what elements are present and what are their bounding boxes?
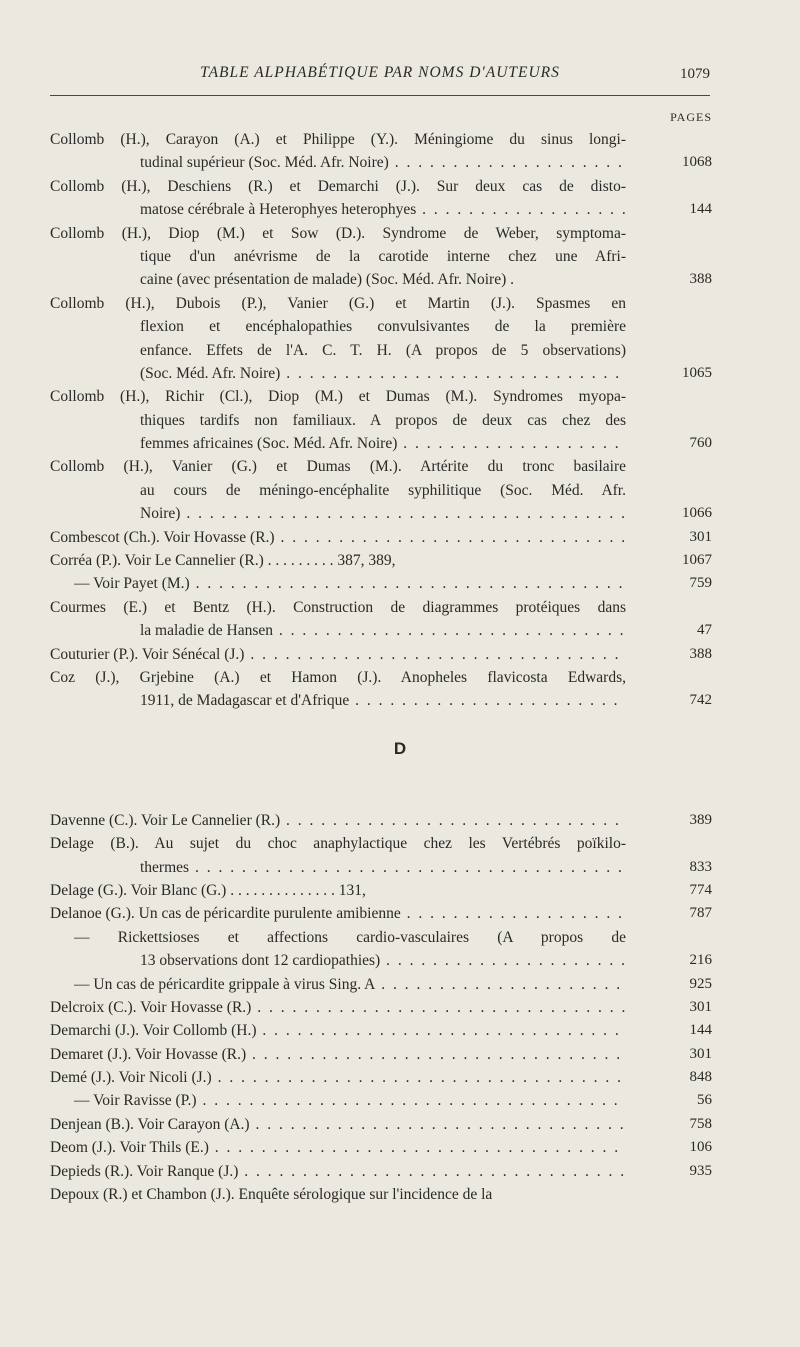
- entry-line: [0, 151, 800, 174]
- page-reference: 925: [689, 975, 712, 992]
- index-entry: [0, 1066, 800, 1089]
- page-reference: 848: [689, 1069, 712, 1086]
- page-reference: 106: [689, 1139, 712, 1156]
- entry-line: [0, 198, 800, 221]
- index-entry: [0, 572, 800, 595]
- entry-text: matose cérébrale à Heterophyes heterophyes . . .: [140, 198, 626, 221]
- entry-line: [0, 175, 800, 198]
- entry-text: thiques tardifs non familiaux. A propos de deux cas chez des: [140, 411, 626, 429]
- entry-text: enfance. Effets de l'A. C. T. H. (A propos de 5 observations): [140, 341, 626, 359]
- index-entry: [0, 128, 800, 175]
- entry-text: 1911, de Madagascar et d'Afrique . . .: [140, 689, 626, 712]
- index-entry: [0, 902, 800, 925]
- entry-line: [0, 409, 800, 432]
- entry-text: Deom (J.). Voir Thils (E.) . . .: [50, 1136, 626, 1159]
- entry-text: la maladie de Hansen . . .: [140, 619, 626, 642]
- index-entry: [0, 1113, 800, 1136]
- running-header: [50, 58, 710, 94]
- index-entries: [0, 128, 800, 1206]
- entry-text: Collomb (H.), Diop (M.) et Sow (D.). Syndrome de Weber, symptoma-: [50, 224, 626, 242]
- entry-text: caine (avec présentation de malade) (Soc. Méd. Afr. Noire) .: [140, 271, 514, 289]
- entry-text: — Rickettsioses et affections cardio-vasculaires (A propos de: [74, 928, 626, 946]
- header-rule: [50, 95, 710, 96]
- entry-text: Demarchi (J.). Voir Collomb (H.) . . .: [50, 1019, 626, 1042]
- index-entry: [0, 643, 800, 666]
- index-entry: [0, 1043, 800, 1066]
- entry-text: Collomb (H.), Carayon (A.) et Philippe (Y.). Méningiome du sinus longi-: [50, 131, 626, 148]
- index-entry: [0, 832, 800, 879]
- entries-section-d: [0, 809, 800, 1207]
- page-reference: 301: [689, 998, 712, 1015]
- entries-section-c: [0, 128, 800, 713]
- entry-line: [0, 1043, 800, 1066]
- page-reference: 787: [689, 905, 712, 922]
- entry-text: Depieds (R.). Voir Ranque (J.) . . .: [50, 1160, 626, 1183]
- entry-line: [0, 128, 800, 151]
- index-entry: [0, 222, 800, 292]
- index-entry: [0, 926, 800, 973]
- entry-line: [0, 689, 800, 712]
- entry-line: [0, 455, 800, 478]
- entry-text: — Voir Payet (M.) . . .: [74, 572, 626, 595]
- entry-line: [0, 1066, 800, 1089]
- entry-text: (Soc. Méd. Afr. Noire) . . .: [140, 362, 626, 385]
- page-reference: 1068: [682, 154, 712, 171]
- entry-text: Delage (B.). Au sujet du choc anaphylactique chez les Vertébrés poïkilo-: [50, 835, 626, 853]
- entry-line: [0, 666, 800, 689]
- entry-text: Delanoe (G.). Un cas de péricardite purulente amibienne . . .: [50, 902, 626, 925]
- entry-text: Couturier (P.). Voir Sénécal (J.) . . .: [50, 643, 626, 666]
- entry-text: thermes . . .: [140, 856, 626, 879]
- entry-line: [0, 879, 800, 902]
- entry-text: au cours de méningo-encéphalite syphilitique (Soc. Méd. Afr.: [140, 481, 626, 499]
- entry-text: Noire) . . .: [140, 502, 626, 525]
- entry-text: Demaret (J.). Voir Hovasse (R.) . . .: [50, 1043, 626, 1066]
- entry-line: [0, 1113, 800, 1136]
- entry-text: Demé (J.). Voir Nicoli (J.) . . .: [50, 1066, 626, 1089]
- index-entry: [0, 385, 800, 455]
- entry-line: [0, 315, 800, 338]
- page-reference: 216: [689, 952, 712, 969]
- page-reference: 760: [689, 435, 712, 452]
- section-letter-d: D: [393, 738, 407, 758]
- entry-line: [0, 902, 800, 925]
- entry-line: [0, 1089, 800, 1112]
- entry-line: [0, 926, 800, 949]
- page-reference: 144: [689, 1022, 712, 1039]
- index-entry: [0, 879, 800, 902]
- entry-text: Coz (J.), Grjebine (A.) et Hamon (J.). Anopheles flavicosta Edwards,: [50, 668, 626, 686]
- entry-text: — Un cas de péricardite grippale à virus Sing. A . . .: [74, 973, 626, 996]
- index-entry: [0, 596, 800, 643]
- entry-text: tudinal supérieur (Soc. Méd. Afr. Noire) . . .: [140, 151, 626, 174]
- index-entry: [0, 549, 800, 572]
- entry-line: [0, 619, 800, 642]
- page-reference: 388: [689, 271, 712, 288]
- entry-line: [0, 572, 800, 595]
- running-title: TABLE ALPHABÉTIQUE PAR NOMS D'AUTEURS: [200, 64, 560, 81]
- entry-text: Corréa (P.). Voir Le Cannelier (R.) . . . . . . . . . 387, 389,: [50, 552, 396, 570]
- index-entry: [0, 455, 800, 525]
- entry-line: [0, 385, 800, 408]
- entry-line: [0, 596, 800, 619]
- entry-line: [0, 549, 800, 572]
- index-entry: [0, 1019, 800, 1042]
- entry-line: [0, 1160, 800, 1183]
- entry-line: [0, 949, 800, 972]
- page-reference: 301: [689, 1045, 712, 1062]
- entry-line: [0, 245, 800, 268]
- entry-line: [0, 1136, 800, 1159]
- entry-line: [0, 809, 800, 832]
- entry-line: [0, 996, 800, 1019]
- index-entry: [0, 996, 800, 1019]
- index-entry: [0, 526, 800, 549]
- entry-line: [0, 1183, 800, 1206]
- index-entry: [0, 292, 800, 386]
- index-entry: [0, 1183, 800, 1206]
- entry-text: Davenne (C.). Voir Le Cannelier (R.) . . .: [50, 809, 626, 832]
- entry-line: [0, 479, 800, 502]
- index-entry: [0, 973, 800, 996]
- entry-text: femmes africaines (Soc. Méd. Afr. Noire) . . .: [140, 432, 626, 455]
- entry-text: Collomb (H.), Richir (Cl.), Diop (M.) et Dumas (M.). Syndromes myopa-: [50, 388, 626, 406]
- page-reference: 388: [689, 645, 712, 662]
- pages-column-label: PAGES: [670, 110, 712, 124]
- entry-line: [0, 832, 800, 855]
- page-reference: 1065: [682, 364, 712, 381]
- entry-line: [0, 222, 800, 245]
- index-entry: [0, 666, 800, 713]
- entry-line: [0, 268, 800, 291]
- entry-line: [0, 973, 800, 996]
- page-reference: 742: [689, 692, 712, 709]
- entry-text: Collomb (H.), Dubois (P.), Vanier (G.) et Martin (J.). Spasmes en: [50, 294, 626, 312]
- page-reference: 1067: [682, 552, 712, 569]
- page-reference: 1066: [682, 505, 712, 522]
- page-reference: 774: [689, 881, 712, 898]
- page-reference: 389: [689, 811, 712, 828]
- entry-text: flexion et encéphalopathies convulsivantes de la première: [140, 318, 626, 336]
- entry-text: Combescot (Ch.). Voir Hovasse (R.) . . .: [50, 526, 626, 549]
- entry-text: Denjean (B.). Voir Carayon (A.) . . .: [50, 1113, 626, 1136]
- entry-text: Delage (G.). Voir Blanc (G.) . . . . . . . . . . . . . . 131,: [50, 881, 366, 899]
- page-reference: 47: [697, 622, 712, 639]
- entry-text: Collomb (H.), Vanier (G.) et Dumas (M.). Artérite du tronc basilaire: [50, 458, 626, 476]
- entry-text: Collomb (H.), Deschiens (R.) et Demarchi (J.). Sur deux cas de disto-: [50, 177, 626, 195]
- index-entry: [0, 175, 800, 222]
- page-reference: 758: [689, 1115, 712, 1132]
- page-reference: 144: [689, 201, 712, 218]
- entry-text: 13 observations dont 12 cardiopathies) . . .: [140, 949, 626, 972]
- entry-text: Courmes (E.) et Bentz (H.). Construction de diagrammes protéiques dans: [50, 598, 626, 616]
- entry-line: [0, 526, 800, 549]
- entry-line: [0, 502, 800, 525]
- entry-line: [0, 856, 800, 879]
- entry-text: Depoux (R.) et Chambon (J.). Enquête sérologique sur l'incidence de la: [50, 1186, 493, 1204]
- entry-line: [0, 643, 800, 666]
- page-reference: 301: [689, 528, 712, 545]
- page-reference: 935: [689, 1162, 712, 1179]
- page-reference: 759: [689, 575, 712, 592]
- entry-text: — Voir Ravisse (P.) . . .: [74, 1089, 626, 1112]
- entry-text: tique d'un anévrisme de la carotide interne chez une Afri-: [140, 247, 626, 265]
- page-reference: 833: [689, 858, 712, 875]
- page-number: 1079: [680, 66, 710, 82]
- entry-line: [0, 339, 800, 362]
- entry-line: [0, 292, 800, 315]
- entry-line: [0, 432, 800, 455]
- index-entry: [0, 1089, 800, 1112]
- entry-line: [0, 362, 800, 385]
- entry-line: [0, 1019, 800, 1042]
- index-entry: [0, 809, 800, 832]
- page-reference: 56: [697, 1092, 712, 1109]
- entry-text: Delcroix (C.). Voir Hovasse (R.) . . .: [50, 996, 626, 1019]
- index-entry: [0, 1136, 800, 1159]
- index-entry: [0, 1160, 800, 1183]
